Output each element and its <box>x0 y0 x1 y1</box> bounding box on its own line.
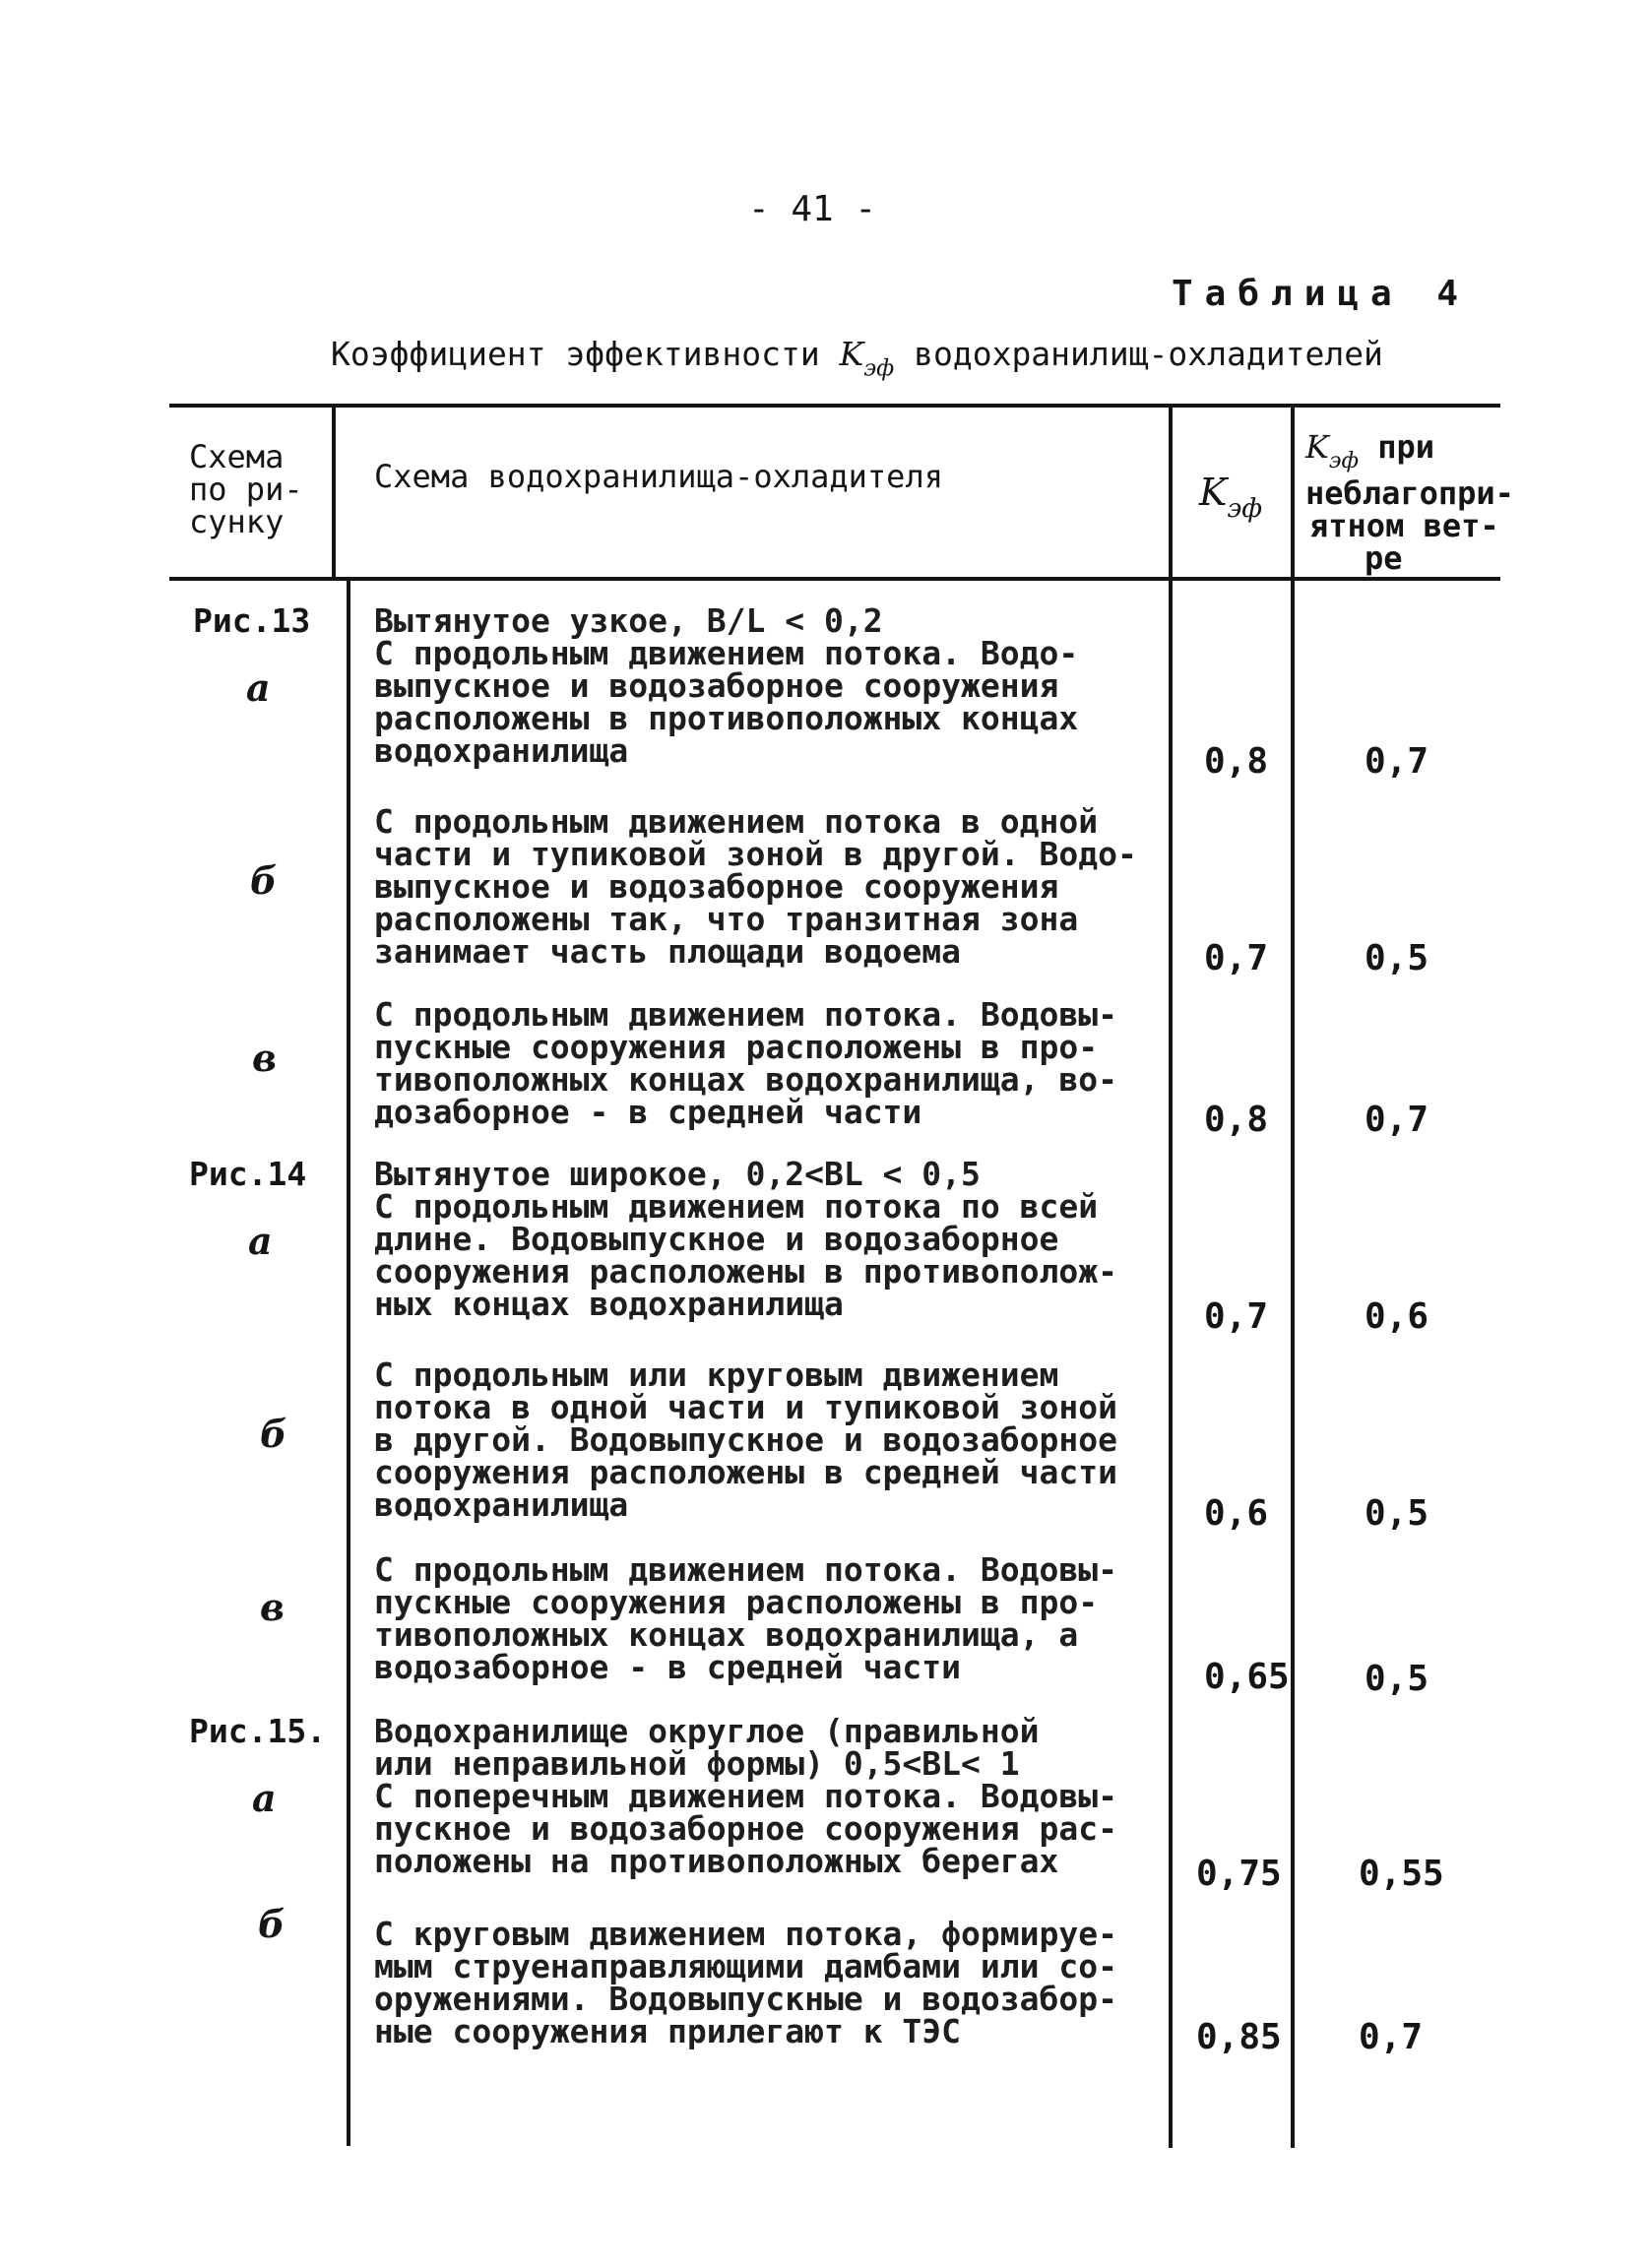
description-line: Вытянутое широкое, 0,2<BL < 0,5 <box>374 1155 981 1193</box>
header-k-wind-line: неблагопри- <box>1305 474 1514 513</box>
description-line: сооружения расположены в средней части <box>374 1453 1117 1491</box>
table-title-before: Коэффициент эффективности <box>331 335 840 373</box>
k-ef-wind-value: 0,5 <box>1365 938 1429 978</box>
description-line: положены на противоположных берегах <box>374 1842 1059 1880</box>
description-line: С продольным движением потока. Водо- <box>374 634 1079 672</box>
k-ef-value: 0,7 <box>1204 1296 1269 1337</box>
description-line: дозаборное - в средней части <box>374 1093 922 1131</box>
description-line: ных концах водохранилища <box>374 1285 844 1323</box>
k-ef-wind-value: 0,7 <box>1365 741 1429 782</box>
header-k-wind-sub: эф <box>1328 448 1359 474</box>
figure-ref: Рис.14 <box>189 1155 307 1193</box>
variant-letter: в <box>260 1585 285 1629</box>
figure-ref: Рис.15. <box>189 1712 327 1750</box>
description-line: длине. Водовыпускное и водозаборное <box>374 1220 1059 1258</box>
description-line: потока в одной части и тупиковой зоной <box>374 1388 1117 1426</box>
description-line: оружениями. Водовыпускные и водозабор- <box>374 1980 1117 2018</box>
description-line: тивоположных концах водохранилища, а <box>374 1615 1079 1654</box>
description-line: С круговым движением потока, формируе- <box>374 1915 1117 1953</box>
description-line: расположены так, что транзитная зона <box>374 900 1079 938</box>
scheme-description <box>374 802 1162 971</box>
k-ef-wind-value: 0,7 <box>1365 1100 1429 1140</box>
header-k-wind-line: ятном вет- <box>1309 507 1499 545</box>
table-title-after: водохранилищ-охладителей <box>894 335 1383 373</box>
k-ef-value: 0,8 <box>1204 1100 1269 1140</box>
k-ef-value: 0,6 <box>1204 1493 1269 1534</box>
variant-letter: б <box>250 858 278 903</box>
k-ef-wind-value: 0,55 <box>1359 1854 1444 1894</box>
column-rule-2 <box>1169 408 1173 2148</box>
scheme-description <box>374 1712 1162 1880</box>
description-line: тивоположных концах водохранилища, во- <box>374 1060 1117 1099</box>
variant-letter: а <box>252 1776 277 1820</box>
column-rule-3 <box>1291 408 1295 2148</box>
header-k-letter: K <box>1199 471 1228 514</box>
description-line: в другой. Водовыпускное и водозаборное <box>374 1420 1117 1459</box>
header-scheme-figure <box>189 438 303 540</box>
scheme-description <box>374 601 1162 770</box>
column-rule-1 <box>332 408 336 577</box>
description-line: пускные сооружения расположены в про- <box>374 1028 1099 1066</box>
scheme-description <box>374 995 1162 1131</box>
k-ef-value: 0,65 <box>1204 1657 1290 1697</box>
description-line: С поперечным движением потока. Водовы- <box>374 1777 1117 1815</box>
header-k-ef-wind <box>1305 428 1514 578</box>
k-ef-value: 0,85 <box>1196 2017 1282 2057</box>
description-line: сооружения расположены в противополож- <box>374 1252 1117 1291</box>
k-ef-value: 0,8 <box>1204 741 1269 782</box>
header-k-wind-letter: K <box>1305 428 1329 466</box>
description-line: С продольным движением потока в одной <box>374 802 1099 841</box>
description-line: пускные сооружения расположены в про- <box>374 1583 1099 1621</box>
header-k-ef <box>1199 471 1262 524</box>
scheme-description <box>374 1355 1162 1524</box>
variant-letter: а <box>248 1219 273 1263</box>
description-line: С продольным движением потока. Водовы- <box>374 1550 1117 1589</box>
header-scheme-figure-line: по ри- <box>189 471 303 508</box>
k-ef-value: 0,75 <box>1196 1854 1282 1894</box>
variant-letter: в <box>252 1036 277 1080</box>
description-line: или неправильной формы) 0,5<BL< 1 <box>374 1744 1020 1783</box>
description-line: расположены в противоположных концах <box>374 699 1079 737</box>
table-title <box>331 335 1383 381</box>
scheme-description <box>374 1915 1162 2050</box>
k-ef-value: 0,7 <box>1204 938 1269 978</box>
description-line: Вытянутое узкое, B/L < 0,2 <box>374 601 883 640</box>
description-line: водохранилища <box>374 731 629 770</box>
description-line: С продольным или круговым движением <box>374 1355 1059 1394</box>
table-title-k: K <box>839 335 864 373</box>
description-line: пускное и водозаборное сооружения рас- <box>374 1809 1117 1848</box>
variant-letter: б <box>258 1902 286 1946</box>
k-ef-wind-value: 0,7 <box>1359 2017 1424 2057</box>
k-ef-wind-value: 0,5 <box>1365 1493 1429 1534</box>
table-title-k-sub: эф <box>863 355 895 382</box>
variant-letter: а <box>246 665 271 710</box>
description-line: мым струенаправляющими дамбами или со- <box>374 1947 1117 1985</box>
k-ef-wind-value: 0,5 <box>1365 1659 1429 1699</box>
description-line: водохранилища <box>374 1485 629 1524</box>
description-line: С продольным движением потока. Водовы- <box>374 995 1117 1034</box>
header-k-wind-line: при <box>1358 428 1435 466</box>
description-line: Водохранилище округлое (правильной <box>374 1712 1040 1750</box>
column-rule-1-body <box>347 581 350 2146</box>
header-scheme-figure-line: Схема <box>189 438 285 475</box>
header-k-wind-line: ре <box>1365 539 1403 578</box>
scheme-description <box>374 1155 1162 1323</box>
header-scheme-description: Схема водохранилища-охладителя <box>374 458 943 495</box>
k-ef-wind-value: 0,6 <box>1365 1296 1429 1337</box>
header-scheme-figure-line: сунку <box>189 503 285 540</box>
figure-ref: Рис.13 <box>193 601 311 640</box>
description-line: С продольным движением потока по всей <box>374 1187 1099 1226</box>
description-line: части и тупиковой зоной в другой. Водо- <box>374 835 1137 873</box>
variant-letter: б <box>260 1412 287 1456</box>
header-bottom-rule <box>169 577 1500 581</box>
description-line: занимает часть площади водоема <box>374 932 962 971</box>
table-top-rule <box>169 404 1500 408</box>
description-line: ные сооружения прилегают к ТЭС <box>374 2012 962 2050</box>
description-line: выпускное и водозаборное сооружения <box>374 867 1059 906</box>
header-k-sub: эф <box>1227 492 1263 524</box>
description-line: выпускное и водозаборное сооружения <box>374 666 1059 705</box>
description-line: водозаборное - в средней части <box>374 1648 962 1686</box>
scheme-description <box>374 1550 1162 1686</box>
table-label: Таблица 4 <box>1172 274 1471 314</box>
page-number: - 41 - <box>748 189 877 229</box>
